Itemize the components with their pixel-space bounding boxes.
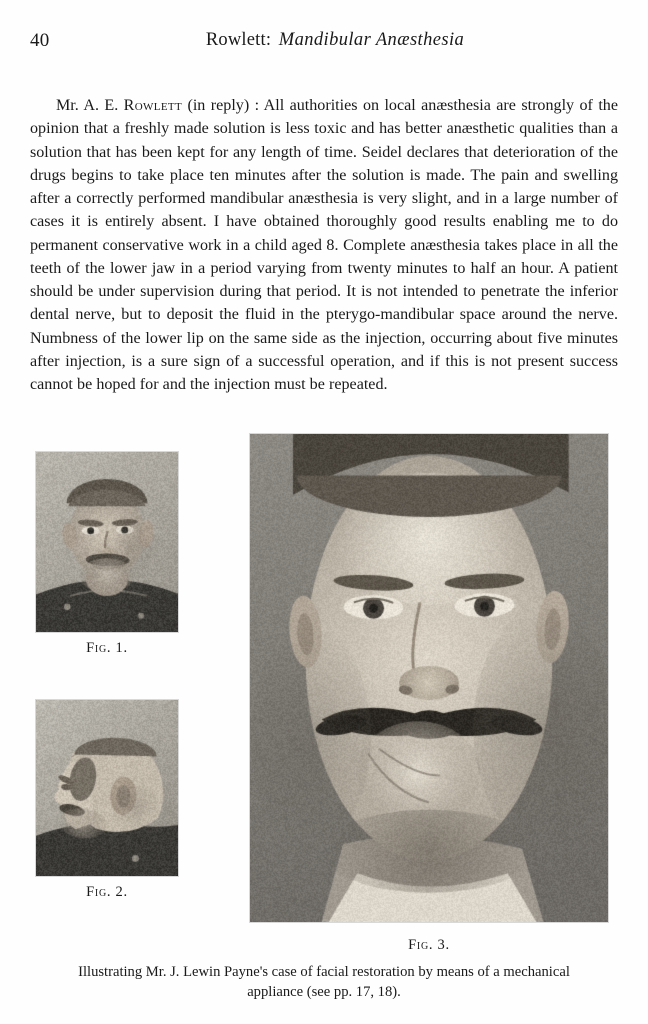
page-number: 40 — [30, 30, 50, 51]
figure-2-image — [36, 700, 178, 876]
plate-caption-line-1: Illustrating Mr. J. Lewin Payne's case of facial restoration by means of a mechanical — [78, 964, 570, 980]
figure-2-caption: Fig. 2. — [86, 884, 128, 900]
figure-3-canvas — [250, 434, 608, 922]
figure-3-caption: Fig. 3. — [408, 937, 450, 953]
running-head — [0, 30, 648, 56]
figure-1-caption: Fig. 1. — [86, 640, 128, 656]
figure-2-canvas — [36, 700, 178, 876]
running-head-separator: : — [265, 30, 272, 50]
figure-1-image — [36, 452, 178, 632]
plate-caption-line-2: appliance (see pp. 17, 18). — [247, 983, 401, 1000]
body-paragraph-text: (in reply) : All authorities on local anæsthesia are strongly of the opinion that a freshly made solution is less toxic and has better anæsthetic qualities than a solution that has been kept for any length of time. Seidel declares that deterioration of the drugs begins to take place ten minutes after the solution is made. The pain and swelling after a correctly performed mandibular anæsthesia is very slight, and in a large number of cases it is entirely absent. I have obtained thoroughly good results enabling me to do permanent conservative work in a child aged 8. Complete anæsthesia takes place in all the teeth of the lower jaw in a period varying from twenty minutes to half an hour. A patient should be under supervision during that period. It is not intended to penetrate the inferior dental nerve, but to deposit the fluid in the pterygo-mandibular space around the nerve. Numbness of the lower lip on the same side as the injection, occurring about five minutes after injection, is a sure sign of a successful operation, and if this is not present success cannot be hoped for and the injection must be repeated. — [30, 97, 618, 394]
figure-3-image — [250, 434, 608, 922]
running-head-title — [0, 30, 648, 51]
figure-1-canvas — [36, 452, 178, 632]
plate-caption — [34, 963, 614, 1002]
running-head-author: Rowlett — [205, 30, 266, 50]
running-head-subject: Mandibular Anæsthesia — [278, 30, 465, 50]
speaker-prefix: Mr. A. E. — [56, 97, 119, 115]
speaker-name: Rowlett — [123, 97, 183, 115]
body-paragraph — [30, 94, 618, 396]
